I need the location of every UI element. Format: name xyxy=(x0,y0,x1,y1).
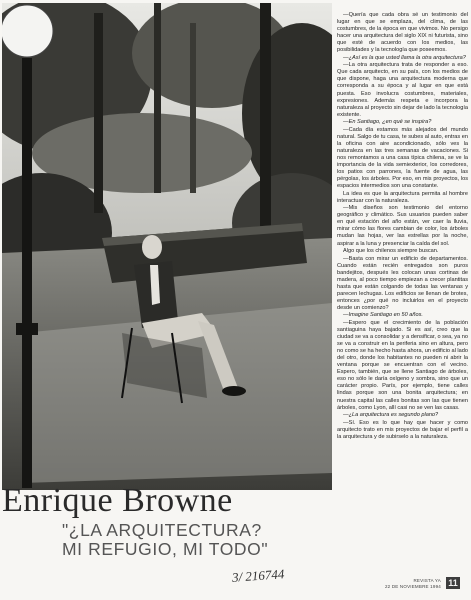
subhead-line: "¿LA ARQUITECTURA? xyxy=(62,520,262,540)
article-paragraph: —Mis diseños son testimonio del entorno geográfico y climático. Sus usuarios pueden saber en qué estación del año están, ver caer la lluvia, mirar cómo las flores cambian de color, los árboles mudan las hojas, ver las estrellas por la noche, aspirar a la luna y presenciar la caída del sol. xyxy=(337,205,468,247)
article-paragraph: —Basta con mirar un edificio de departamentos. Cuando están recién entregados son puros bandejitos, después les colocan unas cortinas de madera, al poco tiempo empiezan a crecer plantitas hasta que están colgando de todas las ventanas y parecen lechugas. Los edificios se llenan de brotes, entonces ¿por qué no incluirlos en el proyecto desde un comienzo? xyxy=(337,255,468,311)
garden-portrait-illustration xyxy=(2,3,332,490)
article-text xyxy=(337,12,468,580)
headline: Enrique Browne xyxy=(2,482,233,519)
interview-question: —En Santiago, ¿en qué se inspira? xyxy=(343,119,432,126)
magazine-name: REVISTA YA xyxy=(413,578,441,583)
subhead xyxy=(62,521,342,559)
interview-question: —Imagine Santiago en 50 años. xyxy=(343,312,423,319)
article-paragraph: —Sí. Eso es lo que hay que hacer y como arquitecto trato en mis proyectos de bajar el perfil a la arquitectura y de subirselo a la naturaleza. xyxy=(337,419,468,440)
interview-question: —¿La arquitectura es segundo plano? xyxy=(343,412,439,419)
article-paragraph: —Quería que cada obra sé un testimonio del lugar en que se emplaza, del clima, de las costumbres, de la época en que vivimos. No persigo hacer una arquitectura del siglo XIX ni futurista, sino que esté de acuerdo con los medios, las posibilidades y la tecnología que poseemos. xyxy=(337,12,468,54)
article-paragraph: Algo que los chilenos siempre buscan. xyxy=(343,248,439,255)
portrait-photo xyxy=(2,3,332,490)
handwritten-note: 3/ 216744 xyxy=(231,566,285,585)
folio xyxy=(385,578,441,589)
article-paragraph: La idea es que la arquitectura permita al hombre interactuar con la naturaleza. xyxy=(337,190,468,204)
article-paragraph: —Cada día estamos más alejados del mundo natural. Salgo de tu casa, te subes al auto, entras en la oficina con aire acondicionado, sólo ves la naturaleza en las tres semanas de vacaciones. Si nos remontamos a una casa típica chilena, se ve la importancia de la vida semiexterior, los corredores, los patios con parrones, la fuente de agua, las pérgolas, los árboles. Por eso, en mis proyectos, los espacios intermedios son una constante. xyxy=(337,126,468,190)
subhead-line: MI REFUGIO, MI TODO" xyxy=(62,539,269,559)
interview-question: —¿Así es la que usted llama la otra arquitectura? xyxy=(343,54,466,61)
issue-date: 22 DE NOVIEMBRE 1994 xyxy=(384,583,441,589)
article-paragraph: —Espero que el crecimiento de la población santiaguina haya bajado. Si es así, creo que la ciudad se va a consolidar y a densificar, o sea, ya no se va a construir en la periferia sino en altura, pero no como se ha hecho hasta ahora, un edificio al lado del otro, donde los habitantes no pueden ni abrir la ventana porque se encuentran con el vecino. Espero, también, que se llene Santiago de árboles, eso no sólo le daría oxígeno y sombra, sino que un carácter propio. París, por ejemplo, tiene calles lindas porque son una bonita arquitectura; en nuestra capital las calles bonitas son las que tienen árboles, como Lyon, allí casi no se ven las casas. xyxy=(337,320,468,411)
page-number: 11 xyxy=(446,577,460,589)
article-paragraph: —La otra arquitectura trata de responder a eso. Que cada arquitecto, en su país, con los medios de que dispone, haga una arquitectura moderna que corresponda a su época y al lugar en que está puesta. Eso involucra costumbres, materiales, expresiones. Además respeta e incorpora la naturaleza al proyecto sin dejar de lado la tecnología existente. xyxy=(337,62,468,118)
